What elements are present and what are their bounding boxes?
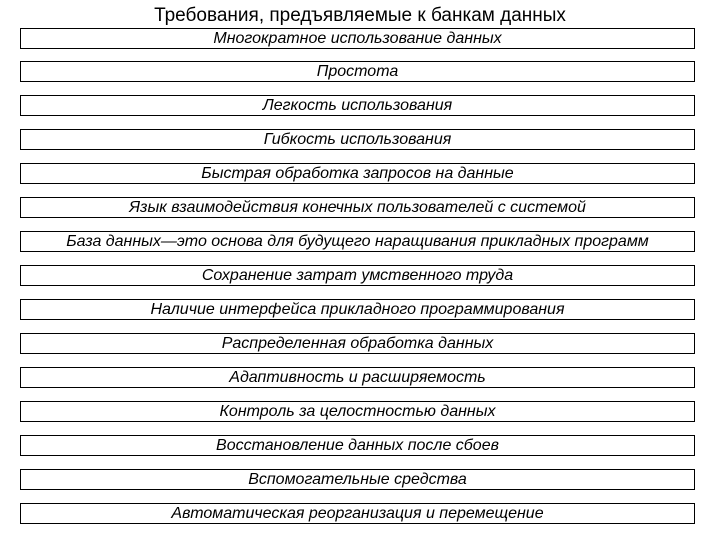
- diagram-title: Требования, предъявляемые к банкам данных: [154, 5, 566, 26]
- requirement-box-reorganization: Автоматическая реорганизация и перемещение: [20, 503, 695, 524]
- requirement-box-adaptability: Адаптивность и расширяемость: [20, 367, 695, 388]
- requirement-box-reuse: Многократное использование данных: [20, 28, 695, 49]
- requirement-box-ease-of-use: Легкость использования: [20, 95, 695, 116]
- requirement-box-integrity: Контроль за целостностью данных: [20, 401, 695, 422]
- requirement-box-intellectual-effort: Сохранение затрат умственного труда: [20, 265, 695, 286]
- requirement-box-recovery: Восстановление данных после сбоев: [20, 435, 695, 456]
- requirement-box-user-language: Язык взаимодействия конечных пользователей с системой: [20, 197, 695, 218]
- requirement-box-app-foundation: База данных—это основа для будущего наращивания прикладных программ: [20, 231, 695, 252]
- requirement-box-api: Наличие интерфейса прикладного программирования: [20, 299, 695, 320]
- requirement-box-distributed: Распределенная обработка данных: [20, 333, 695, 354]
- requirements-list: [20, 28, 695, 524]
- requirement-box-simplicity: Простота: [20, 61, 695, 82]
- requirement-box-fast-queries: Быстрая обработка запросов на данные: [20, 163, 695, 184]
- requirement-box-utilities: Вспомогательные средства: [20, 469, 695, 490]
- requirement-box-flexibility: Гибкость использования: [20, 129, 695, 150]
